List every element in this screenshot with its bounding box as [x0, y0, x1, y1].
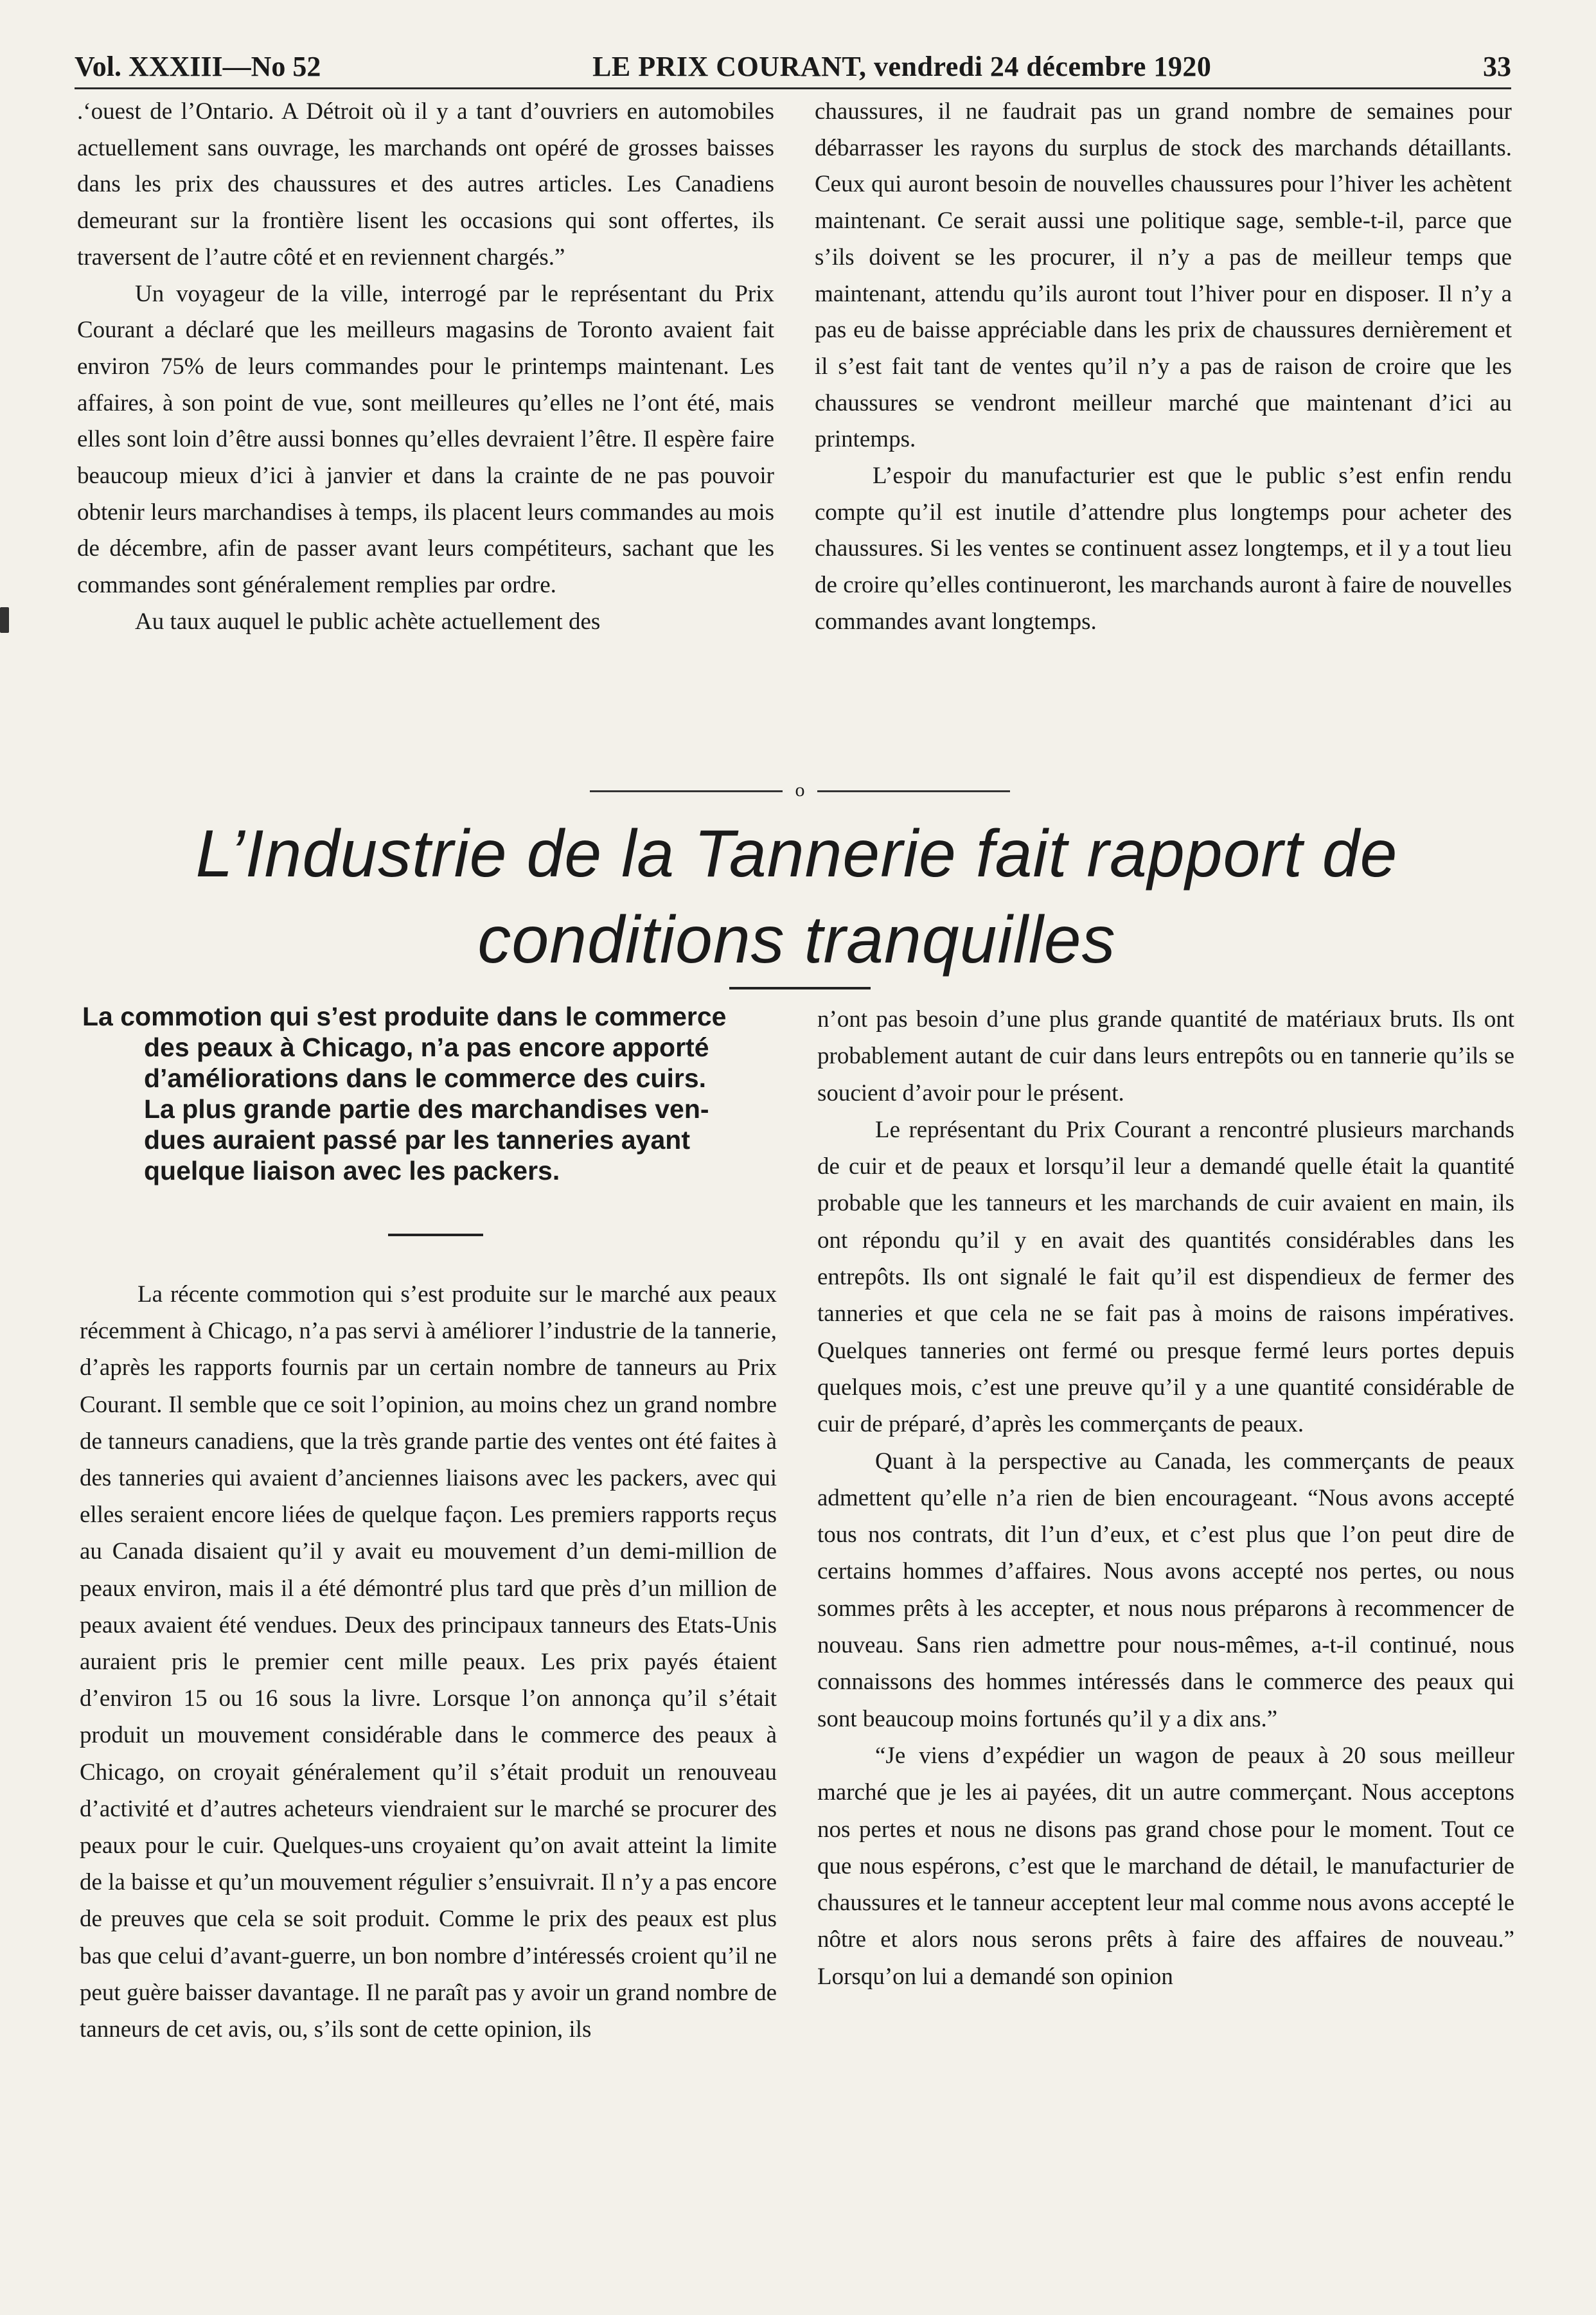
subhead-line: d’améliorations dans le commerce des cuirs. [144, 1063, 707, 1093]
article-headline [103, 811, 1491, 983]
section-separator-mark: o [795, 779, 805, 801]
subhead-rule [388, 1234, 483, 1236]
headline-line: L’Industrie de la Tannerie fait rapport de [195, 817, 1398, 891]
top-article-left-column [77, 94, 774, 641]
section-separator-left [590, 790, 783, 792]
subhead-line: La plus grande partie des marchandises ven- [144, 1094, 709, 1124]
subhead-line: des peaux à Chicago, n’a pas encore apporté [144, 1033, 709, 1062]
paragraph: Au taux auquel le public achète actuellement des [135, 608, 601, 635]
scan-edge-mark [0, 607, 9, 633]
article-subhead [82, 1001, 789, 1186]
subhead-line: La commotion qui s’est produite dans le commerce [82, 1002, 727, 1031]
header-rule [75, 87, 1511, 89]
paragraph: Un voyageur de la ville, interrogé par le représentant du Prix Courant a déclaré que les meilleurs magasins de Toronto avaient fait environ 75% de leurs commandes pour le printemps maintenant. Les affaires, à son point de vue, sont meilleures qu’elles ne l’ont été, mais elles sont loin d’être aussi bonnes qu’elles devraient l’être. Il espère faire beaucoup mieux d’ici à janvier et dans la crainte de ne pas pouvoir obtenir leurs marchandises à temps, ils placent leurs commandes au mois de décembre, afin de passer avant leurs compétiteurs, sachant que les commandes sont généralement remplies par ordre. [77, 280, 774, 599]
paragraph: Quant à la perspective au Canada, les commerçants de peaux admettent qu’elle n’a rien de bien encourageant. “Nous avons accepté tous nos contrats, dit l’un d’eux, et c’est plus que l’on peut dire de certains hommes d’affaires. Nous avons accepté nos pertes, ou nous sommes prêts à les accepter, et nous nous préparons à recommencer de nouveau. Sans rien admettre pour nous-mêmes, a-t-il continué, nous connaissons des hommes intéressés dans le commerce des peaux qui sont beaucoup moins fortunés qu’il y a dix ans.” [817, 1448, 1514, 1732]
paragraph: .‘ouest de l’Ontario. A Détroit où il y a tant d’ouvriers en automobiles actuellement sans ouvrage, les marchands ont opéré de grosses baisses dans les prix des chaussures et des autres articles. Les Canadiens demeurant sur la frontière lisent les occasions qui sont offertes, ils traversent de l’autre côté et en reviennent chargés.” [77, 98, 774, 271]
article-left-column [80, 1276, 777, 2048]
page-number: 33 [1483, 51, 1511, 82]
masthead-date: LE PRIX COURANT, vendredi 24 décembre 1920 [592, 51, 1212, 82]
volume-number: Vol. XXXIII—No 52 [75, 51, 321, 82]
headline-rule [729, 987, 871, 989]
paragraph: n’ont pas besoin d’une plus grande quantité de matériaux bruts. Ils ont probablement autant de cuir dans leurs entrepôts ou en tannerie qu’ils se soucient d’avoir pour le présent. [817, 1006, 1514, 1106]
running-header [75, 42, 1511, 81]
paragraph: chaussures, il ne faudrait pas un grand nombre de semaines pour débarrasser les rayons du surplus de stock des marchands détaillants. Ceux qui auront besoin de nouvelles chaussures pour l’hiver les achètent maintenant. Ce serait aussi une politique sage, semble-t-il, parce que s’ils doivent se les procurer, il n’y a pas de meilleur temps que maintenant, attendu qu’ils auront tout l’hiver pour en disposer. Il n’y a pas eu de baisse appréciable dans les prix de chaussures dernièrement et il s’est fait tant de ventes qu’il n’y a pas de raison de croire que les chaussures se vendront meilleur marché que maintenant d’ici au printemps. [815, 98, 1512, 453]
top-article-right-column [815, 94, 1512, 641]
section-separator-right [817, 790, 1010, 792]
headline-line: conditions tranquilles [477, 903, 1116, 977]
paragraph: Le représentant du Prix Courant a rencontré plusieurs marchands de cuir et de peaux et lorsqu’il leur a demandé quelle était la quantité probable que les tanneurs et les marchands de cuir avaient en main, ils ont répondu qu’il y en avait des quantités considérables dans les entrepôts. Ils ont signalé le fait qu’il est dispendieux de fermer des tanneries et que cela ne se fait pas à moins de raisons impératives. Quelques tanneries ont fermé ou presque fermé leurs portes depuis quelques mois, c’est une preuve qu’il y a une quantité considérable de cuir de préparé, d’après les commerçants de peaux. [817, 1116, 1514, 1438]
subhead-line: quelque liaison avec les packers. [144, 1156, 560, 1185]
article-right-column [817, 1001, 1514, 1995]
subhead-line: dues auraient passé par les tanneries ayant [144, 1125, 690, 1155]
paragraph: La récente commotion qui s’est produite sur le marché aux peaux récemment à Chicago, n’a pas servi à améliorer l’industrie de la tannerie, d’après les rapports fournis par un certain nombre de tanneurs au Prix Courant. Il semble que ce soit l’opinion, au moins chez un grand nombre de tanneurs canadiens, que la très grande partie des ventes ont été faites à des tanneries qui avaient d’anciennes liaisons avec les packers, avec qui elles seraient encore liées de quelque façon. Les premiers rapports reçus au Canada disaient qu’il y avait eu mouvement d’un demi-million de peaux environ, mais il a été démontré plus tard que près d’un million de peaux avaient été vendues. Deux des principaux tanneurs des Etats-Unis auraient pris le premier cent mille peaux. Les prix payés étaient d’environ 15 ou 16 sous la livre. Lorsque l’on annonça qu’il s’était produit un mouvement considérable dans le commerce des peaux à Chicago, on croyait généralement qu’il s’était produit un renouveau d’activité et d’autres acheteurs viendraient sur le marché se procurer des peaux pour le cuir. Quelques-uns croyaient qu’on avait atteint la limite de la baisse et qu’un mouvement régulier s’ensuivrait. Il n’y a pas encore de preuves que cela se soit produit. Comme le prix des peaux est plus bas que celui d’avant-guerre, un bon nombre d’intéressés croient qu’il ne peut guère baisser davantage. Il ne paraît pas y avoir un grand nombre de tanneurs de cet avis, ou, s’ils sont de cette opinion, ils [80, 1281, 777, 2043]
paragraph: “Je viens d’expédier un wagon de peaux à 20 sous meilleur marché que je les ai payées, dit un autre commerçant. Nous acceptons nos pertes et nous ne disons pas grand chose pour le moment. Tout ce que nous espérons, c’est que le marchand de détail, le manufacturier de chaussures et le tanneur acceptent leur mal comme nous avons accepté le nôtre et alors nous serons prêts à faire des affaires de nouveau.” Lorsqu’on lui a demandé son opinion [817, 1742, 1514, 1990]
paragraph: L’espoir du manufacturier est que le public s’est enfin rendu compte qu’il est inutile d’attendre plus longtemps pour acheter des chaussures. Si les ventes se continuent assez longtemps, et il y a tout lieu de croire qu’elles continueront, les marchands auront à faire de nouvelles commandes avant longtemps. [815, 463, 1512, 635]
